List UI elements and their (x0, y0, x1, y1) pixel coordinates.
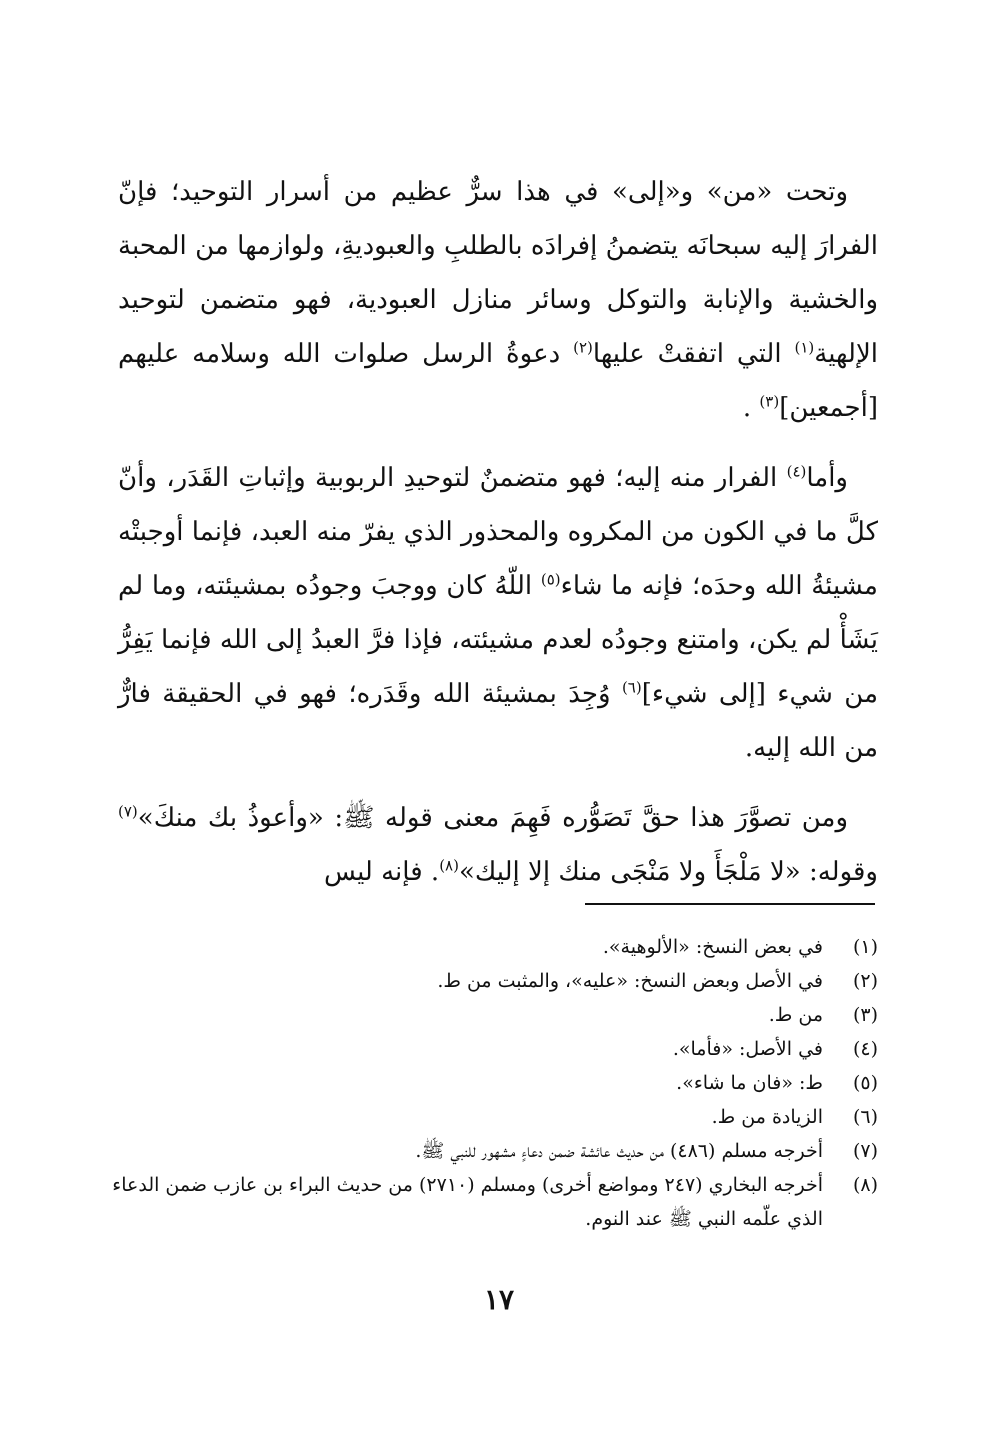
footnote-item (110, 930, 878, 964)
footnote-text: ط: «فان ما شاء». (676, 1072, 823, 1094)
main-text (118, 165, 878, 915)
text-segment: التي اتفقتْ عليها (592, 339, 795, 369)
footnote-item (110, 1134, 878, 1168)
footnotes (110, 930, 878, 1236)
footnote-number: (١) (852, 936, 878, 958)
text-segment: الفرار منه إليه؛ فهو متضمنٌ لتوحيدِ الربوبية وإثباتِ القَدَر، وأنّ كلَّ ما في الكون من المكروه والمحذور الذي يفرّ منه العبد، فإنما أوجبتْه مشيئةُ الله وحدَه؛ فإنه ما شاء (118, 463, 878, 601)
footnote-item (110, 1100, 878, 1134)
footnote-number: (٤) (852, 1038, 878, 1060)
footnote-reference: (٤) (786, 462, 807, 481)
paragraph (118, 791, 878, 899)
page-number: ١٧ (483, 1283, 515, 1316)
footnote-text: في بعض النسخ: «الألوهية». (602, 936, 823, 958)
footnote-text: الزيادة من ط. (711, 1106, 823, 1128)
text-segment: وقوله: «لا مَلْجَأَ ولا مَنْجَى منك إلا إليك» (458, 857, 878, 887)
paragraph (118, 165, 878, 435)
text-segment: . فإنه ليس (323, 857, 440, 887)
footnote-number: (٣) (852, 1004, 878, 1026)
footnote-text: أخرجه البخاري (٢٤٧ ومواضع أخرى) ومسلم (٢٧١٠) من حديث البراء بن عازب ضمن الدعاء الذي علّمه النبي ﷺ عند النوم. (112, 1174, 823, 1230)
text-segment: ومن تصوَّرَ هذا حقَّ تَصَوُّره فَهِمَ معنى قوله ﷺ: «وأعوذُ بك منكَ» (137, 803, 848, 833)
footnote-text: في الأصل: «فأما». (672, 1038, 823, 1060)
footnote-reference: (٣) (759, 392, 780, 411)
footnote-item (110, 1168, 878, 1236)
footnote-reference: (٧) (118, 802, 138, 821)
footnote-number: (٢) (852, 970, 878, 992)
text-segment: وتحت «من» و«إلى» في هذا سرٌّ عظيم من أسرار التوحيد؛ فإنّ الفرارَ إليه سبحانَه يتضمنُ إفرادَه بالطلبِ والعبوديةِ، ولوازمها من المحبة والخشية والإنابة والتوكل وسائر منازل العبودية، فهو متضمن لتوحيد الإلهية (118, 177, 879, 369)
paragraph (118, 451, 878, 775)
text-segment: . (742, 393, 760, 423)
footnote-item (110, 1032, 878, 1066)
text-segment: دعوةُ الرسل صلوات الله وسلامه عليهم [أجمعين] (118, 339, 878, 423)
footnote-reference: (٥) (540, 570, 561, 589)
footnote-text: من ط. (768, 1004, 823, 1026)
footnote-text: في الأصل وبعض النسخ: «عليه»، والمثبت من ط. (437, 970, 823, 992)
text-segment: اللّهُ كان ووجبَ وجودُه بمشيئته، وما لم يَشَأْ لم يكن، وامتنع وجودُه لعدم مشيئته، فإذا فرَّ العبدُ إلى الله فإنما يَفِرُّ من شيء [إلى شيء] (118, 571, 879, 709)
footnote-reference: (٦) (621, 678, 642, 697)
footnote-number: (٥) (852, 1072, 878, 1094)
footnote-number: (٨) (852, 1174, 878, 1196)
footnote-number: (٧) (852, 1140, 878, 1162)
text-segment: وُجِدَ بمشيئة الله وقَدَره؛ فهو في الحقيقة فارٌّ من الله إليه. (118, 679, 878, 763)
footnote-reference: (١) (794, 338, 815, 357)
footnote-reference: (٢) (573, 338, 593, 357)
footnote-item (110, 1066, 878, 1100)
footnote-reference: (٨) (439, 856, 459, 875)
footnote-number: (٦) (852, 1106, 878, 1128)
footnote-divider (585, 903, 875, 905)
footnote-text: أخرجه مسلم (٤٨٦) من حديث عائشة ضمن دعاءٍ مشهور للنبي ﷺ. (415, 1140, 823, 1162)
text-segment: وأما (806, 463, 848, 493)
footnote-item (110, 964, 878, 998)
footnote-item (110, 998, 878, 1032)
